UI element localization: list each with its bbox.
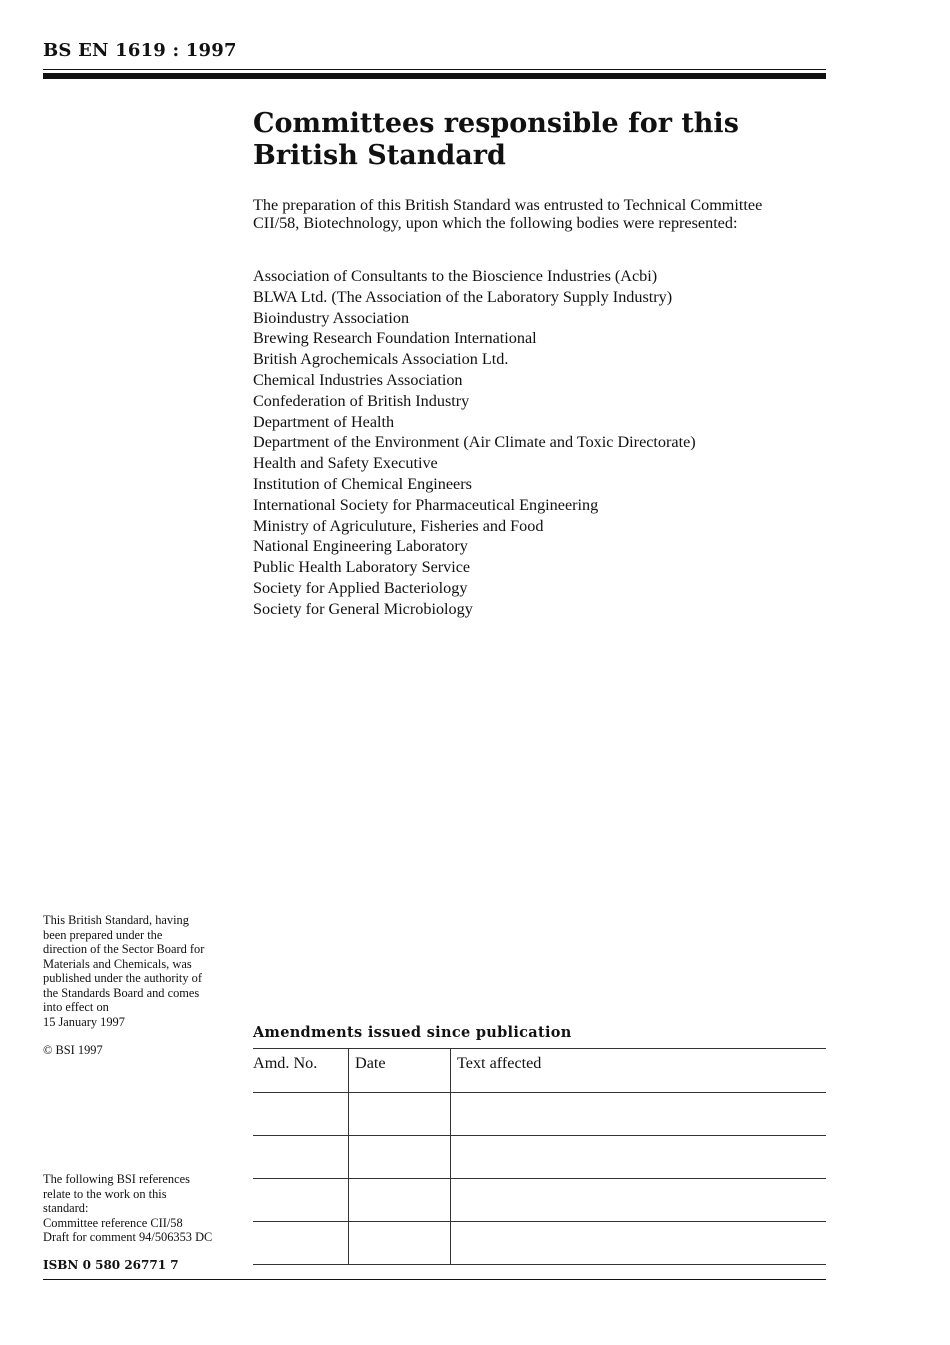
authority-note [43, 913, 238, 1029]
authority-line: direction of the Sector Board for [43, 942, 205, 956]
reference-line: The following BSI references [43, 1172, 190, 1186]
effective-date: 15 January 1997 [43, 1014, 125, 1029]
table-cell [349, 1179, 451, 1222]
bsi-references-note [43, 1172, 238, 1245]
authority-line: the Standards Board and comes [43, 985, 200, 1000]
list-item: International Society for Pharmaceutical Engineering [253, 495, 599, 514]
header-thick-rule [43, 73, 826, 79]
list-item: Health and Safety Executive [253, 454, 438, 473]
list-item: Society for Applied Bacteriology [253, 578, 468, 597]
list-item: Society for General Microbiology [253, 599, 473, 618]
table-cell [253, 1136, 349, 1179]
table-row [253, 1136, 826, 1179]
list-item: Chemical Industries Association [253, 370, 463, 389]
table-cell [451, 1093, 827, 1136]
list-item: BLWA Ltd. (The Association of the Laboratory Supply Industry) [253, 287, 673, 306]
authority-line: into effect on [43, 1000, 109, 1014]
authority-line: Materials and Chemicals, was [43, 956, 192, 971]
list-item: Association of Consultants to the Bioscience Industries (Acbi) [253, 267, 658, 285]
table-row [253, 1179, 826, 1222]
list-item: Confederation of British Industry [253, 391, 470, 410]
table-cell [451, 1222, 827, 1265]
table-cell [349, 1093, 451, 1136]
list-item: British Agrochemicals Association Ltd. [253, 350, 509, 369]
represented-bodies-list [253, 266, 696, 620]
table-cell [253, 1179, 349, 1222]
amendments-title: Amendments issued since publication [253, 1024, 572, 1041]
table-cell [451, 1179, 827, 1222]
list-item: Institution of Chemical Engineers [253, 474, 472, 493]
column-header-text-affected: Text affected [451, 1049, 827, 1093]
copyright-note: © BSI 1997 [43, 1043, 103, 1057]
table-row [253, 1222, 826, 1265]
page-title-line-1: Committees responsible for this [253, 108, 739, 139]
list-item: Brewing Research Foundation International [253, 329, 537, 348]
intro-line-2: CII/58, Biotechnology, upon which the following bodies were represented: [253, 214, 738, 232]
reference-line: relate to the work on this [43, 1186, 167, 1201]
authority-line: This British Standard, having [43, 913, 189, 927]
column-header-amd-no: Amd. No. [253, 1049, 349, 1093]
list-item: Department of the Environment (Air Climate and Toxic Directorate) [253, 433, 696, 452]
table-cell [349, 1222, 451, 1265]
intro-paragraph [253, 196, 813, 232]
header-thin-rule [43, 69, 826, 70]
table-cell [349, 1136, 451, 1179]
draft-reference: Draft for comment 94/506353 DC [43, 1230, 213, 1244]
intro-line-1: The preparation of this British Standard was entrusted to Technical Committee [253, 196, 763, 214]
footer-rule [43, 1279, 826, 1280]
page-title [253, 108, 853, 172]
table-header-row [253, 1049, 826, 1093]
isbn: ISBN 0 580 26771 7 [43, 1258, 179, 1272]
list-item: Ministry of Agriculuture, Fisheries and Food [253, 516, 544, 535]
table-row [253, 1093, 826, 1136]
authority-line: been prepared under the [43, 927, 163, 942]
list-item: Department of Health [253, 412, 395, 431]
table-cell [451, 1136, 827, 1179]
list-item: Public Health Laboratory Service [253, 558, 471, 577]
committee-reference: Committee reference CII/58 [43, 1215, 183, 1230]
list-item: Bioindustry Association [253, 308, 410, 327]
amendments-table [253, 1048, 826, 1265]
reference-line: standard: [43, 1201, 89, 1215]
authority-line: published under the authority of [43, 971, 202, 985]
list-item: National Engineering Laboratory [253, 537, 468, 556]
column-header-date: Date [349, 1049, 451, 1093]
page-title-line-2: British Standard [253, 140, 506, 171]
table-cell [253, 1093, 349, 1136]
table-cell [253, 1222, 349, 1265]
header-standard-ref: BS EN 1619 : 1997 [43, 40, 237, 61]
